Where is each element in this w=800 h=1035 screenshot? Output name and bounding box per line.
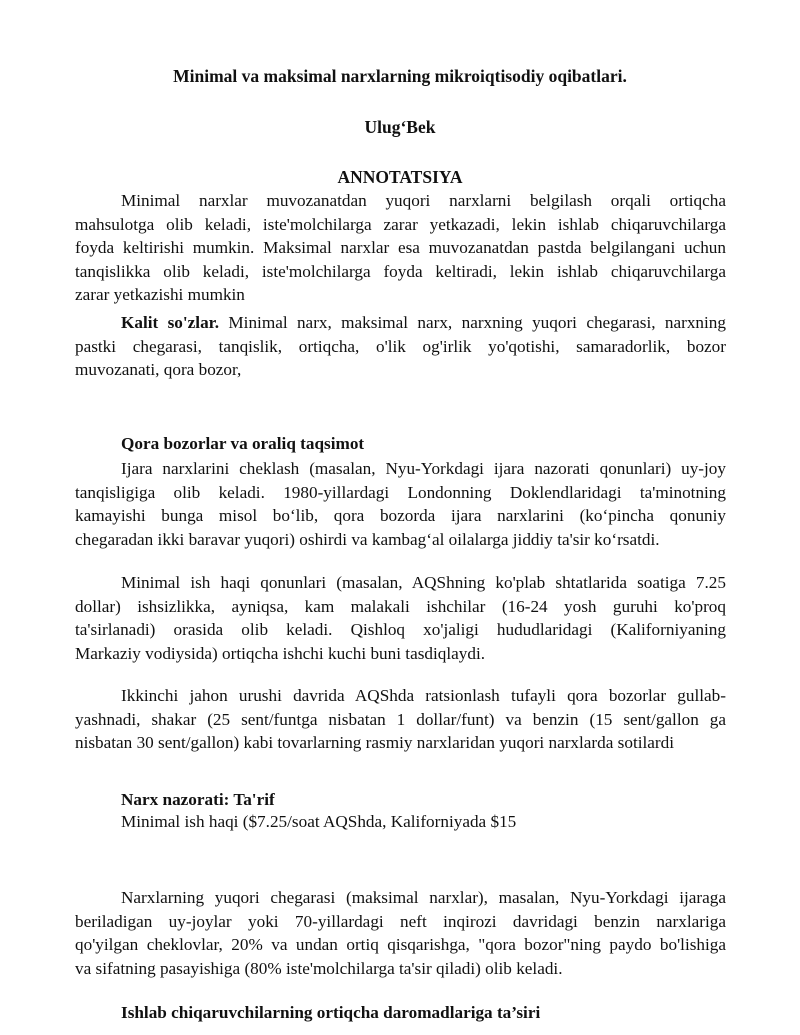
abstract-line: Minimal narxlar muvozanatdan yuqori narxlarni belgilash orqali ortiqcha bbox=[121, 191, 726, 210]
paragraph-line: va sifatning pasayishiga (80% iste'molchilarga ta'sir qiladi) olib keladi. bbox=[75, 958, 563, 978]
keywords-paragraph bbox=[75, 311, 726, 382]
annotation-heading: ANNOTATSIYA bbox=[337, 167, 463, 187]
paragraph-line: Ijara narxlarini cheklash (masalan, Nyu-Yorkdagi ijara nazorati qonunlari) uy-joy bbox=[121, 459, 726, 478]
section-heading-price-control: Narx nazorati: Ta'rif bbox=[121, 790, 275, 809]
document-title: Minimal va maksimal narxlarning mikroiqtisodiy oqibatlari. bbox=[173, 66, 627, 86]
paragraph-line: kamayishi bunga misol bo‘lib, qora bozorda ijara narxlarini (ko‘pincha qonuniy bbox=[75, 506, 726, 526]
abstract-line: zarar yetkazishi mumkin bbox=[75, 285, 245, 305]
paragraph-line: yashnadi, shakar (25 sent/funtga nisbatan 1 dollar/funt) va benzin (15 sent/gallon ga bbox=[75, 709, 726, 729]
keywords-line: pastki chegarasi, tanqislik, ortiqcha, o'lik og'irlik yo'qotishi, samaradorlik, bozor bbox=[75, 336, 726, 356]
abstract-paragraph bbox=[75, 189, 726, 307]
keywords-text: Minimal narx, maksimal narx, narxning yuqori chegarasi, narxning bbox=[219, 313, 726, 332]
paragraph-line: Narxlarning yuqori chegarasi (maksimal narxlar), masalan, Nyu-Yorkdagi ijaraga bbox=[121, 888, 726, 907]
minimum-wage-line: Minimal ish haqi ($7.25/soat AQShda, Kaliforniyada $15 bbox=[121, 812, 517, 831]
paragraph-line: qo'yilgan cheklovlar, 20% va undan ortiq qisqarishga, "qora bozor"ning paydo bo'lishiga bbox=[75, 935, 726, 955]
paragraph-rent-control bbox=[75, 457, 726, 551]
abstract-line: tanqislikka olib keladi, iste'molchilarga foyda keltiradi, lekin ishlab chiqaruvchilarga bbox=[75, 261, 726, 281]
paragraph-line: ta'sirlanadi) orasida olib keladi. Qishloq xo'jaligi hududlaridagi (Kaliforniyaning bbox=[75, 620, 726, 640]
abstract-line: foyda keltirishi mumkin. Maksimal narxlar esa muvozanatdan pastda belgilangani uchun bbox=[75, 238, 726, 258]
keywords-line bbox=[75, 311, 726, 335]
paragraph-line: dollar) ishsizlikka, ayniqsa, kam malakali ishchilar (16-24 yosh guruhi ko'proq bbox=[75, 596, 726, 616]
paragraph-line: beriladigan uy-joylar yoki 70-yillardagi neft inqirozi davridagi benzin narxlariga bbox=[75, 911, 726, 931]
keywords-line: muvozanati, qora bozor, bbox=[75, 360, 242, 380]
keywords-label: Kalit so'zlar. bbox=[121, 313, 220, 332]
section-heading-black-markets: Qora bozorlar va oraliq taqsimot bbox=[121, 434, 365, 453]
paragraph-line: chegaradan ikki baravar yuqori) oshirdi va kambag‘al oilalarga jiddiy ta'sir ko‘rsatdi. bbox=[75, 529, 660, 549]
abstract-line: mahsulotga olib keladi, iste'molchilarga zarar yetkazadi, lekin ishlab chiqaruvchilarga bbox=[75, 214, 726, 234]
paragraph-minimum-wage bbox=[75, 571, 726, 665]
paragraph-line: tanqisligiga olib keladi. 1980-yillardagi Londonning Doklendlaridagi ta'minotning bbox=[75, 482, 726, 502]
paragraph-line: Ikkinchi jahon urushi davrida AQShda ratsionlash tufayli qora bozorlar gullab- bbox=[121, 686, 726, 705]
paragraph-line: Markaziy vodiysida) ortiqcha ishchi kuchi buni tasdiqlaydi. bbox=[75, 643, 486, 663]
paragraph-line: nisbatan 30 sent/gallon) kabi tovarlarning rasmiy narxlaridan yuqori narxlarda sotilardi bbox=[75, 733, 675, 753]
paragraph-price-ceiling bbox=[75, 886, 726, 980]
author-name: Ulug‘Bek bbox=[364, 117, 436, 137]
paragraph-line: Minimal ish haqi qonunlari (masalan, AQShning ko'plab shtatlarida soatiga 7.25 bbox=[121, 573, 726, 592]
section-heading-producer-surplus: Ishlab chiqaruvchilarning ortiqcha daromadlariga ta’siri bbox=[121, 1003, 541, 1022]
paragraph-wwii-rationing bbox=[75, 684, 726, 755]
